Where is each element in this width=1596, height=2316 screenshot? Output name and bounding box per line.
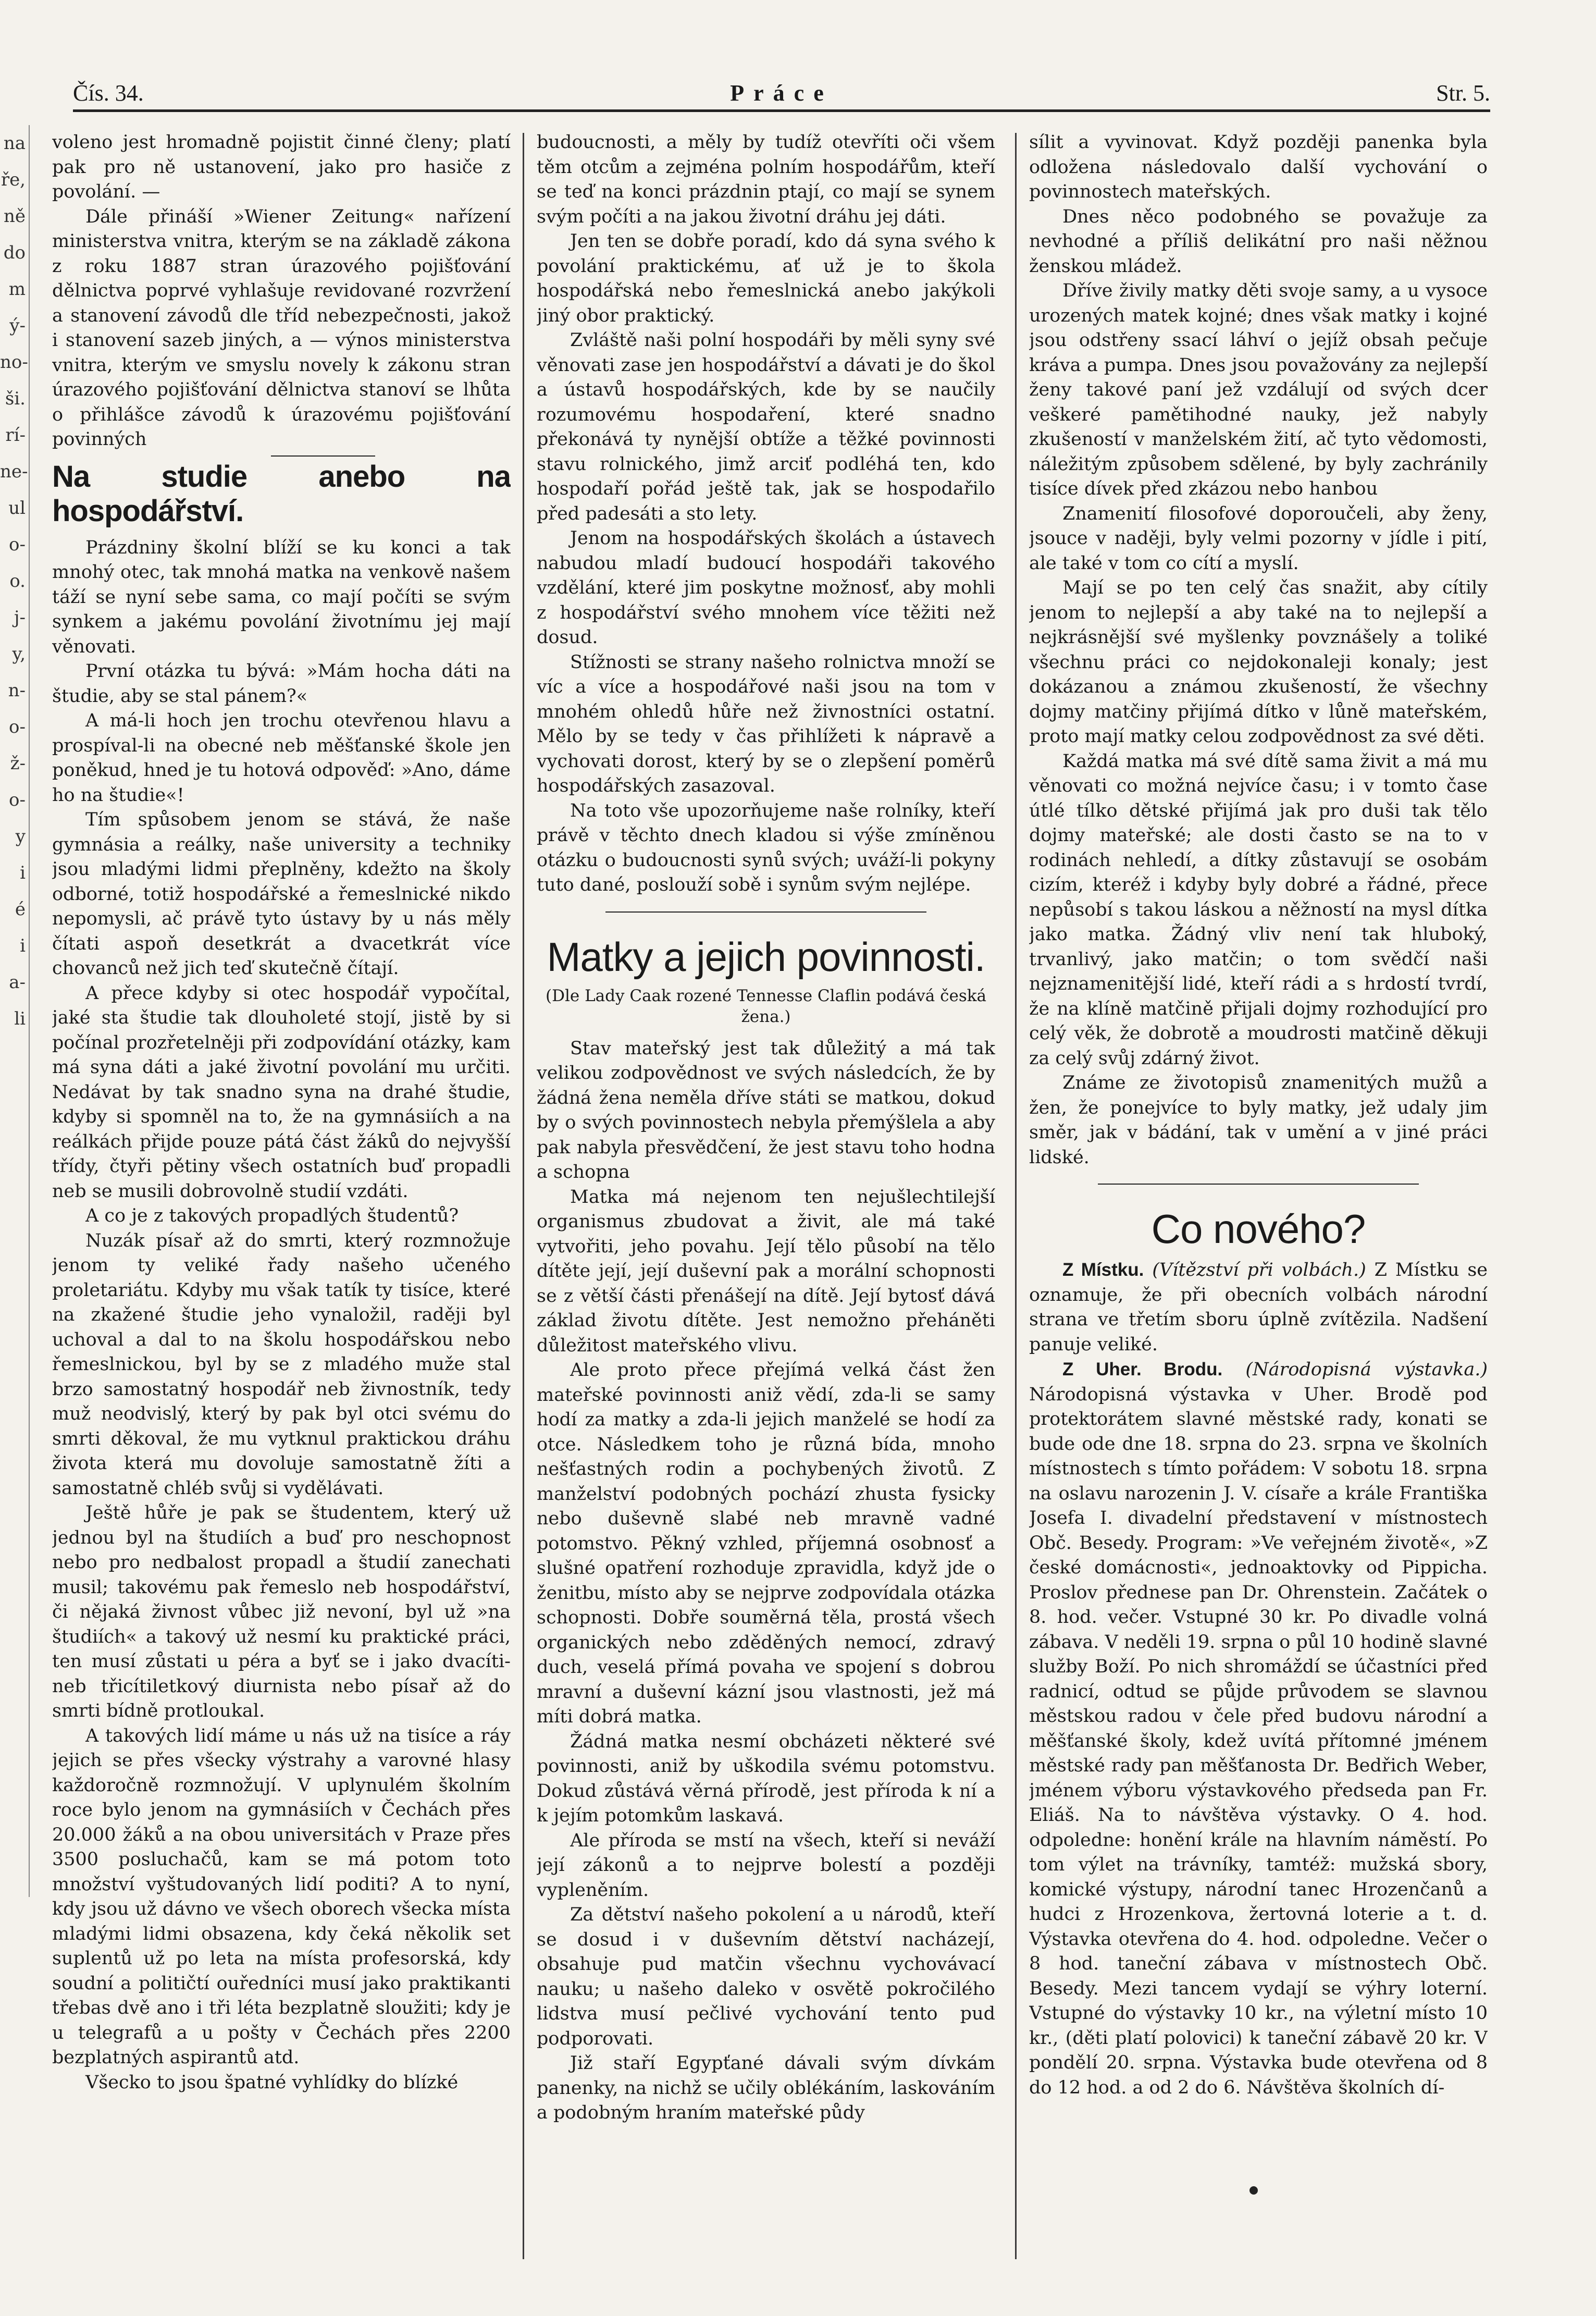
margin-fragment: n- [8, 680, 26, 701]
paragraph: A co je z takových propadlých študentů? [85, 1205, 459, 1226]
article-heading: Matky a jejich povinnosti. [547, 933, 985, 980]
margin-fragment: i [20, 863, 26, 883]
margin-fragment: o- [9, 534, 26, 555]
margin-fragment: na [3, 133, 26, 154]
paragraph: Ale proto přece přejímá velká část žen mateřské povinnosti aniž vědí, zda-li se samy hodí za matky a zda-li jejich manželé se hodí za otce. Následkem toho je různá bída, mnoho nešťastných rodin a pochybených životů. Z manželství podobných pochází zhusta fysicky nebo duševně slabé neb mravně vadné potomstvo. Pěkný vzhled, příjemná osobnosť a slušné opatření rozhoduje zpravidla, když jde o ženitbu, místo aby se nejprve zodpovídala otázka schopnosti. Dobře souměrná těla, prostá všech organických nebo zděděných nemocí, zdravý duch, veselá přímá povaha ve spojení s dobrou mravní a duševní kázní jsou vlastnosti, jež má míti dobrá matka. [537, 1360, 995, 1727]
paragraph: Mají se po ten celý čas snažit, aby cítily jenom to nejlepší a aby také na to nejlepší a nejkrásnější své myšlenky povznášely a toliké všechnu práci co nejdokonaleji konaly; jest dokázanou a známou zkušeností, že všechny dojmy matčiny přijímá dítko v lůně mateřském, proto mají matky celou zodpovědnost za své děti. [1029, 577, 1488, 747]
paragraph: Tím spůsobem jenom se stává, že naše gymnásia a reálky, naše university a techniky jsou mladými lidmi přeplněny, kdežto na školy odborné, totiž hospodářské a řemeslnické nikdo nepomysli, ač právě tyto ústavy by u nás měly čítati aspoň desetkrát a dvacetkrát více chovanců než jich teď skutečně čítají. [52, 809, 511, 979]
news-text: Z Místku se oznamuje, že při obecních volbách národní strana ve třetím sboru úplně zvítězila. Nadšení panuje veliké. [1029, 1260, 1488, 1355]
article-subtitle: (Dle Lady Caak rozené Tennesse Claflin podává česká žena.) [546, 986, 986, 1026]
margin-fragment: ne- [0, 461, 28, 482]
paragraph: Známe ze životopisů znamenitých mužů a žen, že ponejvíce to byly matky, jež udaly jim směr, jak v bádání, tak v umění a v jiné práci lidské. [1029, 1073, 1488, 1168]
paragraph: Stížnosti se strany našeho rolnictva množí se víc a více a hospodářové naši jsou na tom v mnohém ohledů hůře než živnostníci ostatní. Mělo by se tedy v čas přihlížeti k nápravě a vychovati dorost, který by se o zlepšení poměrů hospodářských zasazoval. [537, 651, 995, 796]
news-item [1029, 1357, 1488, 2100]
paragraph: voleno jest hromadně pojistit činné členy; platí pak pro ně ustanovení, jako pro hasiče z povolání. — [52, 132, 511, 202]
paragraph: Každá matka má své dítě sama živit a má mu věnovati co možná nejvíce času; i v tomto čase útlé tílko dětské přijímá jak pro duši tak tělo dojmy mateřské; ale dosti často se na to v rodinách nehledí, a dítky zůstavují se osobám cizím, kteréž i kdyby byly dobré a řádné, přece nepůsobí s takou láskou a něžností na mysl dítka jako matka. Žádný vliv není tak hluboký, trvanlivý, jako matčin; o tom svědčí naši nejznamenitější lidé, kteří rádi a s hrdostí tvrdí, že na klíně matčině přijali dojmy rozhodující pro celý věk, že dobrotě a moudrosti matčině děkuji za celý svůj zdárný život. [1029, 750, 1488, 1069]
news-item [1029, 1258, 1488, 1357]
column-divider [1015, 133, 1017, 2259]
margin-fragment: rí- [5, 425, 26, 446]
paragraph: A přece kdyby si otec hospodář vypočítal, jaké sta študie tak dlouholeté stojí, jistě by si počínal prozřetelněji při zodpovídání otázky, kam má syna dáti a jaké životní povolání mu určiti. Nedávat by tak snadno syna na drahé študie, kdyby si spomněl na to, že na gymnásiích a na reálkách přijde pouze pátá část žáků do nejvyšší třídy, čtyři pětiny všech ostatních buď propadli neb se musili dobrovolně studií vzdáti. [52, 982, 511, 1202]
margin-fragment: y, [12, 644, 26, 664]
paragraph: Ještě hůře je pak se študentem, který už jednou byl na študiích a buď pro neschopnost nebo pro nedbalost propadl a študií zanechati musil; takovému pak řemeslo neb hospodářství, či nějaká živnost vůbec již nevoní, byl už »na študiích« a takový už nesmí ku praktické práci, ten musí zůstati u péra a byť se i jako dvacíti- neb třicítiletkový diurnista nebo písař až do smrti bídně protloukal. [52, 1502, 511, 1721]
margin-fragment: o- [9, 717, 26, 737]
margin-fragment: o- [9, 790, 26, 810]
margin-fragment: j- [14, 607, 26, 628]
paragraph: Nuzák písař až do smrti, který rozmnožuje jenom ty veliké řady našeho učeného proletariátu. Kdyby mu však tatík ty tisíce, které na zkažené študie jeho vynaložil, raději byl uchoval a dal to na školu hospodářskou nebo řemeslnickou, byl by se z mladého muže stal brzo samostatný hospodář neb živnostník, tedy muž neodvislý, který by pak byl otci svému do smrti děkoval, že mu vytknul praktickou dráhu života která mu dovoluje samostatně žíti a samostatně chléb svůj si vydělávati. [52, 1230, 511, 1499]
paragraph: Znamenití filosofové doporoučeli, aby ženy, jsouce v naději, byly velmi pozorny v jídle i pití, ale také v tom co cítí a myslí. [1029, 503, 1488, 574]
paragraph: Všecko to jsou špatné vyhlídky do blízké [85, 2072, 459, 2093]
margin-fragment: li [14, 1008, 26, 1029]
paragraph: Za dětství našeho pokolení a u národů, kteří se dosud i v duševním dětství nacházejí, obsahuje pud matčin všechnu vychovávací nauku; u našeho daleko v osvětě pokročilého lidstva musí pečlivé vychování tento pud podporovati. [537, 1904, 995, 2049]
paragraph: Ale příroda se mstí na všech, kteří si neváží její zákonů a to nejprve bolestí a později vypleněním. [537, 1830, 995, 1901]
news-section-heading: Co nového? [1151, 1206, 1366, 1252]
paragraph: Žádná matka nesmí obcházeti některé své povinnosti, aniž by uškodila svému potomstvu. Dokud zůstává věrná přírodě, jest příroda k ní a k jejím potomkům laskavá. [537, 1731, 995, 1826]
margin-fragment: ši. [5, 388, 26, 409]
print-dot [1249, 2186, 1258, 2195]
paragraph: budoucnosti, a měly by tudíž otevříti oči všem těm otcům a zejména polním hospodářům, kteří se teď na konci prázdnin ptají, co mají se synem svým počíti a na jakou životní dráhu jej dáti. [537, 132, 995, 227]
paragraph: Jen ten se dobře poradí, kdo dá syna svého k povolání praktickému, ať už je to škola hospodářská nebo řemeslnická anebo jakýkoli jiný obor praktický. [537, 231, 995, 326]
left-margin-bleed [0, 125, 30, 1897]
margin-fragment: o. [9, 571, 26, 592]
margin-fragment: no- [0, 352, 28, 373]
margin-fragment: é [15, 899, 26, 920]
paragraph: Prázdniny školní blíží se ku konci a tak mnohý otec, tak mnohá matka na venkově našem táží se nyní sebe sama, co mají počíti se svým synkem a jakému povolání životnímu jej mají věnovati. [52, 537, 511, 657]
margin-fragment: a- [9, 972, 26, 993]
paragraph: A má-li hoch jen trochu otevřenou hlavu a prospíval-li na obecné neb měšťanské škole jen poněkud, hned je tu hotová odpověď: »Ano, dáme ho na študie«! [52, 710, 511, 806]
news-topic: (Vítězství při volbách.) [1152, 1260, 1366, 1280]
column-2 [537, 130, 995, 2262]
divider [271, 455, 375, 457]
paragraph: Zvláště naši polní hospodáři by měli syny své věnovati zase jen hospodářství a dávati je do škol a ústavů hospodářských, kde by se naučily rozumovému hospodaření, které snadno překonává ty nynější obtíže a těžké povinnosti stavu rolnického, jimž arciť podléhá ten, kdo hospodaří pořád ještě tak, jak se hospodařilo před padesáti a sto lety. [537, 330, 995, 524]
margin-fragment: y [15, 826, 26, 847]
margin-fragment: ře, [1, 169, 26, 190]
margin-fragment: m [8, 279, 26, 300]
margin-fragment: ně [3, 206, 26, 227]
margin-fragment: i [20, 935, 26, 956]
article-heading: Na studie anebo na hospodářství. [52, 459, 511, 528]
paragraph: Dále přináší »Wiener Zeitung« nařízení ministerstva vnitra, kterým se na základě zákona z roku 1887 stran úrazového pojišťování dělnictva poprvé vyhlašuje revidované rozvržení a stanovení závodů dle tříd nebezpečnosti, jakož i stanovení sazeb jiných, a — výnos ministerstva vnitra, kterým ve smyslu novely k zákonu stran úrazového pojišťování dělnictva stanoví se lhůta o přihlášce závodů k úrazovému pojišťování povinných [52, 206, 511, 450]
paragraph: Stav mateřský jest tak důležitý a má tak velikou zodpovědnost ve svých následcích, že by žádná žena neměla dříve státi se matkou, dokud by o svých povinnostech nebyla přemýšlela a aby pak nabyla přesvědčení, že jest stavu toho hodna a schopna [537, 1038, 995, 1182]
paragraph: Dříve živily matky děti svoje samy, a u vysoce urozených matek kojné; dnes však matky i kojné jsou odstřeny ssací láhví o jejíž obsah pečuje kráva a pumpa. Dnes jsou považovány za nejlepší ženy takové paní jež vzdálují od svých dcer veškeré pamětihodné nauky, jež nabyly zkušeností v manželském žití, ač tyto vědomosti, náležitým způsobem sdělené, by byly zachránily tisíce dívek před zkázou nebo hanbou [1029, 280, 1488, 499]
divider [605, 911, 926, 913]
paragraph: Dnes něco podobného se považuje za nevhodné a příliš delikátní pro naši něžnou ženskou mládež. [1029, 206, 1488, 277]
paragraph: Matka má nejenom ten nejušlechtilejší organismus zbudovat a živit, ale má také vytvořiti, jeho povahu. Její tělo působí na tělo dítěte její, její duševní pak a morální schopnosti se z větší části přenášejí na dítě. Její bytosť dává základ životu dítěte. Jest nemožno přeháněti důležitost mateřského vlivu. [537, 1186, 995, 1356]
paragraph: Na toto vše upozorňujeme naše rolníky, kteří právě v těchto dnech kladou si výše zmíněnou otázku o budoucnosti synů svých; uváží-li pokyny tuto dané, poslouží sobě i synům svým nejlépe. [537, 800, 995, 895]
paragraph: Jenom na hospodářských školách a ústavech nabudou mladí budoucí hospodáři takového vzdělání, které jim poskytne možnosť, aby mohli z hospodářství svého mnohem více těžiti než dosud. [537, 528, 995, 648]
divider [1098, 1184, 1419, 1185]
news-topic: (Národopisná výstavka.) [1245, 1359, 1488, 1380]
news-location: Z Uher. Brodu. [1062, 1359, 1223, 1379]
margin-fragment: ul [8, 498, 26, 519]
paragraph: Již staří Egypťané dávali svým dívkám panenky, na nichž se učily oblékáním, laskováním a podobným hraním mateřské půdy [537, 2053, 995, 2123]
margin-fragment: ž- [10, 753, 26, 774]
column-3 [1029, 130, 1488, 2262]
margin-fragment: ý- [9, 315, 26, 336]
news-location: Z Místku. [1062, 1260, 1144, 1280]
running-header [73, 73, 1490, 112]
column-divider [523, 133, 524, 2259]
newspaper-title: Práce [730, 80, 833, 106]
paragraph: sílit a vyvinovat. Když později panenka byla odložena následovalo další vychování o povinnostech mateřských. [1029, 132, 1488, 202]
news-text: Národopisná výstavka v Uher. Brodě pod protektorátem slavné městské rady, konati se bude ode dne 18. srpna do 23. srpna ve školních místnostech s tímto pořádem: V sobotu 18. srpna na oslavu narozenin J. V. císaře a krále Františka Josefa I. divadelní představení v místnostech Obč. Besedy. Program: »Ve veřejném životě«, »Z české domácnosti«, jednoaktovky od Pippicha. Proslov přednese pan Dr. Ohrenstein. Začátek o 8. hod. večer. Vstupné 30 kr. Po divadle volná zábava. V neděli 19. srpna o půl 10 hodině slavné služby Boží. Po nich shromáždí se účastníci před radnicí, odtud se půjde průvodem se slavnou městskou radou v čele před budovu národní a měšťanské školy, kdež uvítá přítomné jménem městské rady pan měšťanosta Dr. Bedřich Weber, jménem výboru výstavkového předseda pan Fr. Eliáš. Na to návštěva výstavky. O 4. hod. odpoledne: honění krále na hlavním náměstí. Po tom výlet na trávníky, tamtéž: mužská sbory, komické výstupy, národní tanec Hrozenčanů a hudci z Hrozenkova, žertovná loterie a t. d. Výstavka otevřena do 4. hod. odpoledne. Večer o 8 hod. taneční zábava v místnostech Obč. Besedy. Mezi tancem vydají se výhry loterní. Vstupné do výstavky 10 kr., na výletní místo 10 kr., (děti platí polovici) k taneční zábavě 20 kr. V pondělí 20. srpna. Výstavka bude otevřena od 8 do 12 hod. a od 2 do 6. Návštěva školních dí- [1029, 1384, 1488, 2098]
page-number: Str. 5. [1436, 80, 1490, 106]
paragraph: První otázka tu bývá: »Mám hocha dáti na študie, aby se stal pánem?« [52, 661, 511, 707]
paragraph: A takových lidí máme u nás už na tisíce a ráy jejich se přes všecky výstrahy a varovné hlasy každoročně rozmnožují. V uplynulém školním roce bylo jenom na gymnásiích v Čechách přes 20.000 žáků a na obou universitách v Praze přes 3500 posluchačů, kam se má potom toto množství vyštudovaných lidí poditi? A to nyní, kdy jsou už dávno ve všech oborech všecka místa mladými lidmi obsazena, kdy čeká několik set suplentů už po leta na místa profesorská, kdy soudní a političtí ouředníci musí jako praktikanti třebas dvě ano i tři léta bezplatně sloužiti; kdy je u telegrafů a u pošty v Čechách přes 2200 bezplatných aspirantů atd. [52, 1725, 511, 2068]
column-1 [52, 130, 511, 2262]
margin-fragment: do [3, 242, 26, 263]
issue-number: Čís. 34. [73, 80, 144, 106]
